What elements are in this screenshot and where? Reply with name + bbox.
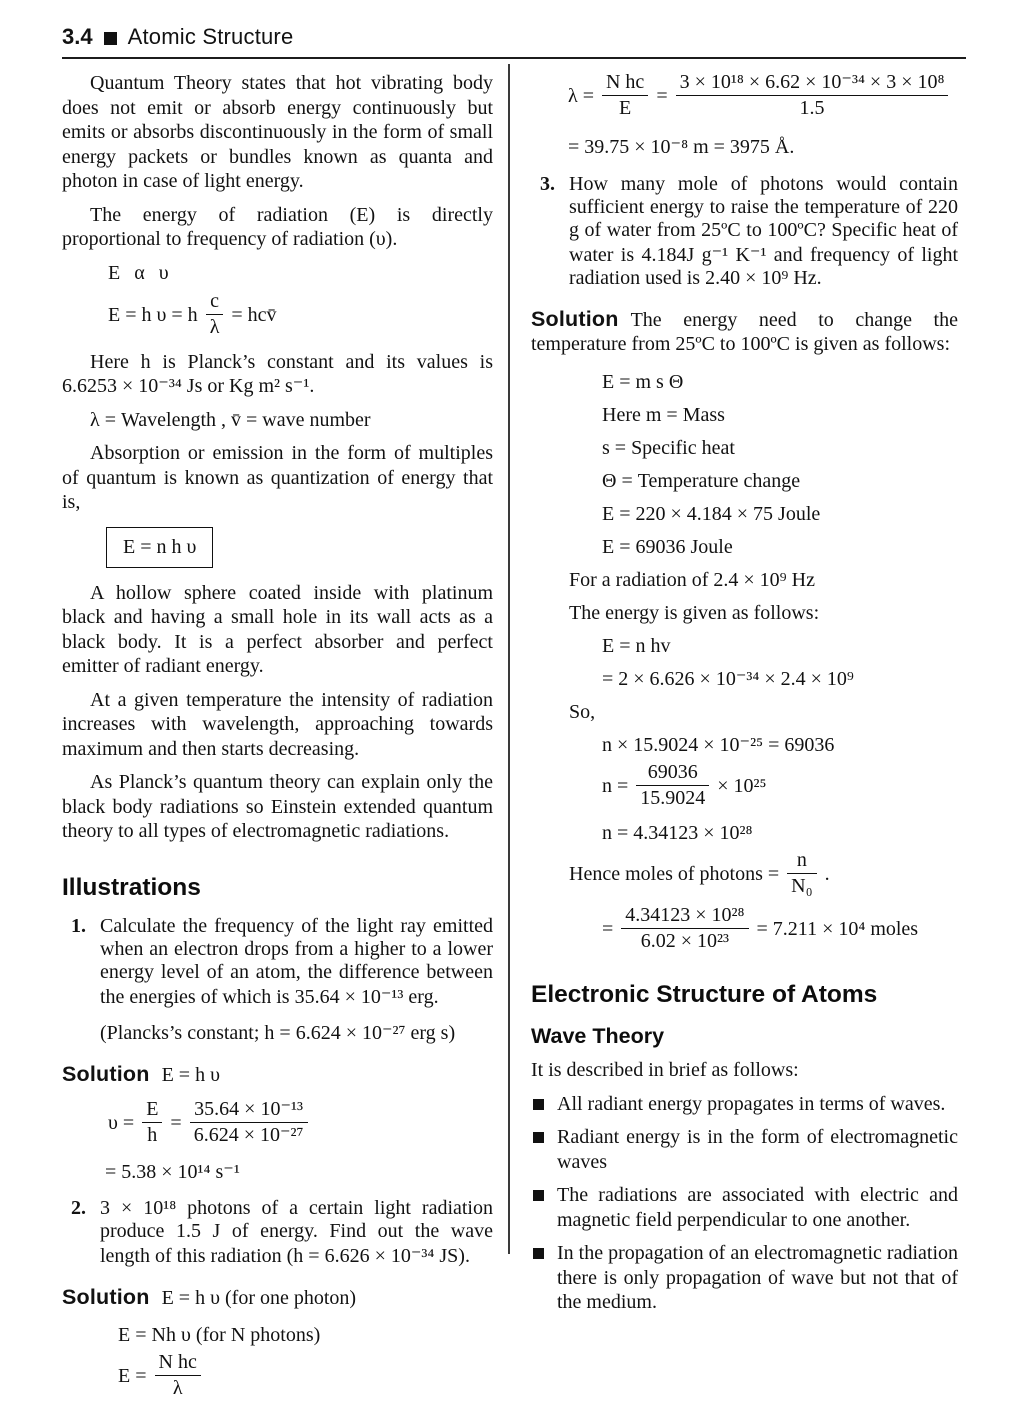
page-title: Atomic Structure [127,24,294,49]
fraction: $\frac{c}{\lambda}$ [206,290,224,339]
so-line: So, [569,700,596,723]
boxed-equation-quantization: E = n h υ [106,527,213,568]
left-column [62,71,509,1402]
solution-1: Solution E = h υ [62,1062,220,1086]
illustrations-heading: Illustrations [62,873,201,901]
solution-label: Solution [62,1062,150,1086]
equation-wavelength-result: = 39.75 × 10⁻⁸ m = 3975 Å. [568,136,795,158]
bullet-item: Radiant energy is in the form of electromagnetic waves [531,1125,958,1174]
right-column [531,71,958,1402]
solution-label: Solution [531,306,619,331]
fraction: $\frac{\text{N hc}}{E}$ [602,71,648,120]
solution-step: E = 220 × 4.184 × 75 Joule [602,502,821,525]
bullet-item: In the propagation of an electromagnetic radiation there is only propagation of wave but not that of the medium. [531,1241,958,1315]
column-divider [508,64,510,1254]
planck-constant-note: (Plancks’s constant; h = 6.624 × 10⁻²⁷ erg s) [100,1021,456,1044]
equation-n-energy: n × 15.9024 × 10⁻²⁵ = 69036 [602,733,835,756]
solution-step: Here m = Mass [602,403,725,426]
list-item-1 [62,915,493,1009]
equation-energy-wavelength: E = $\frac{\text{N hc}}{\lambda}$ [118,1353,493,1402]
wave-theory-heading: Wave Theory [531,1024,665,1048]
fraction: $\frac{E}{h}$ [142,1098,162,1147]
equation-moles-result: = $\frac{\text{4.34123 × 10²⁸}}{\text{6.02 × 10²³}}$ = 7.211 × 10⁴ moles [602,904,919,952]
section-square-icon [104,32,117,45]
bullet-item: All radiant energy propagates in terms of waves. [531,1092,958,1117]
section-number: 3.4 [62,24,93,49]
equation-n-fraction: n = $\frac{69036}{15.9024}$ × 10²⁵ [602,761,767,809]
equation-nhv: E = n hv [602,634,671,657]
paragraph-energy-radiation: The energy of radiation (E) is directly proportional to frequency of radiation (υ). [62,203,493,250]
item-number: 3. [540,172,555,195]
solution-step: E = m s Θ [602,370,684,393]
item-number: 1. [71,914,86,937]
equation-proportionality: E α υ [108,261,169,284]
bullet-item: The radiations are associated with electric and magnetic field perpendicular to one another. [531,1183,958,1232]
paragraph-quantization: Absorption or emission in the form of multiples of quantum is known as quantization of energy that is, [62,442,493,513]
page-header [62,24,966,59]
fraction: $\frac{\text{3 × 10¹⁸ × 6.62 × 10⁻³⁴ × 3 × 10⁸}}{1.5}$ [676,71,949,120]
fraction: $\frac{\text{N hc}}{\lambda}$ [155,1351,201,1400]
item-number: 2. [71,1197,86,1219]
fraction: $\frac{69036}{15.9024}$ [636,761,709,810]
paragraph-quantum-theory: Quantum Theory states that hot vibrating body does not emit or absorb energy continuously but emits or absorbs discontinuously in the form of small energy packets or bundles known as quanta and photon in case of light energy. [62,72,493,192]
solution-step: E = 69036 Joule [602,535,733,558]
fraction: $\frac{\text{35.64 × 10⁻¹³}}{\text{6.624 × 10⁻²⁷}}$ [190,1098,308,1147]
paragraph-black-body: A hollow sphere coated inside with platinum black and having a small hole in its wall acts as a black body. It is a perfect absorber and perfect emitter of radiant energy. [62,581,493,677]
bullet-square-icon [533,1132,544,1143]
bullet-square-icon [533,1248,544,1259]
electronic-structure-heading: Electronic Structure of Atoms [531,981,878,1008]
equation-frequency-result: = 5.38 × 10¹⁴ s⁻¹ [105,1160,240,1183]
wave-theory-intro: It is described in brief as follows: [531,1059,799,1081]
bullet-square-icon [533,1099,544,1110]
paragraph-einstein: As Planck’s quantum theory can explain only the black body radiations so Einstein extended quantum theory to all types of electromagnetic radiations. [62,771,493,842]
fraction: $\frac{n}{\text{N₀}}$ [787,849,816,898]
equation-planck: E = h υ = h $\frac{c}{\lambda}$ = hcv̄ [108,289,277,338]
fraction: $\frac{\text{4.34123 × 10²⁸}}{\text{6.02 × 10²³}}$ [621,904,748,953]
radiation-line: For a radiation of 2.4 × 10⁹ Hz [569,568,815,591]
equation-n-result: n = 4.34123 × 10²⁸ [602,821,753,844]
equation-nhv-values: = 2 × 6.626 × 10⁻³⁴ × 2.4 × 10⁹ [602,667,854,690]
item-text: How many mole of photons would contain sufficient energy to raise the temperature of 220 g of water from 25ºC to 100ºC? Specific heat of water is 4.184J g⁻¹ K⁻¹ and frequency of light radiation used is 2.40 × 10⁹ Hz. [569,172,958,289]
solution-label: Solution [62,1285,150,1309]
line-wavelength-definition: λ = Wavelength , v̄ = wave number [90,408,371,431]
solution-step: s = Specific heat [602,436,735,459]
equation-n-photons: E = Nh υ (for N photons) [118,1323,321,1346]
bullet-square-icon [533,1190,544,1201]
energy-line: The energy is given as follows: [569,601,820,624]
item-text: Calculate the frequency of the light ray emitted when an electron drops from a higher to a lower energy level of an atom, the difference between the energies of which is 35.64 × 10⁻¹³ erg. [100,914,493,1008]
paragraph-intensity: At a given temperature the intensity of radiation increases with wavelength, approaching towards maximum and then starts decreasing. [62,688,493,760]
list-item-2 [62,1197,493,1268]
paragraph-planck-constant: Here h is Planck’s constant and its values is 6.6253 × 10⁻³⁴ Js or Kg m² s⁻¹. [62,350,493,397]
two-column-layout [62,71,966,1402]
hence-moles-line: Hence moles of photons = $\frac{n}{\text{N₀}}$ . [569,849,830,897]
equation-frequency: υ = $\frac{E}{h}$ = $\frac{\text{35.64 × 10⁻¹³}}{\text{6.624 × 10⁻²⁷}}$ [108,1100,493,1149]
solution-step: Θ = Temperature change [602,469,801,492]
equation-wavelength-calc: λ = $\frac{\text{N hc}}{E}$ = $\frac{\text{3 × 10¹⁸ × 6.62 × 10⁻³⁴ × 3 × 10⁸}}{1.5}$ [568,73,958,122]
solution-2: Solution E = h υ (for one photon) [62,1285,357,1309]
item-text: 3 × 10¹⁸ photons of a certain light radiation produce 1.5 J of energy. Find out the wave length of this radiation (h = 6.626 × 10⁻³⁴ JS). [100,1197,493,1267]
solution-3: Solution The energy need to change the temperature from 25ºC to 100ºC is given as follows: [531,306,958,355]
list-item-3 [531,173,958,290]
